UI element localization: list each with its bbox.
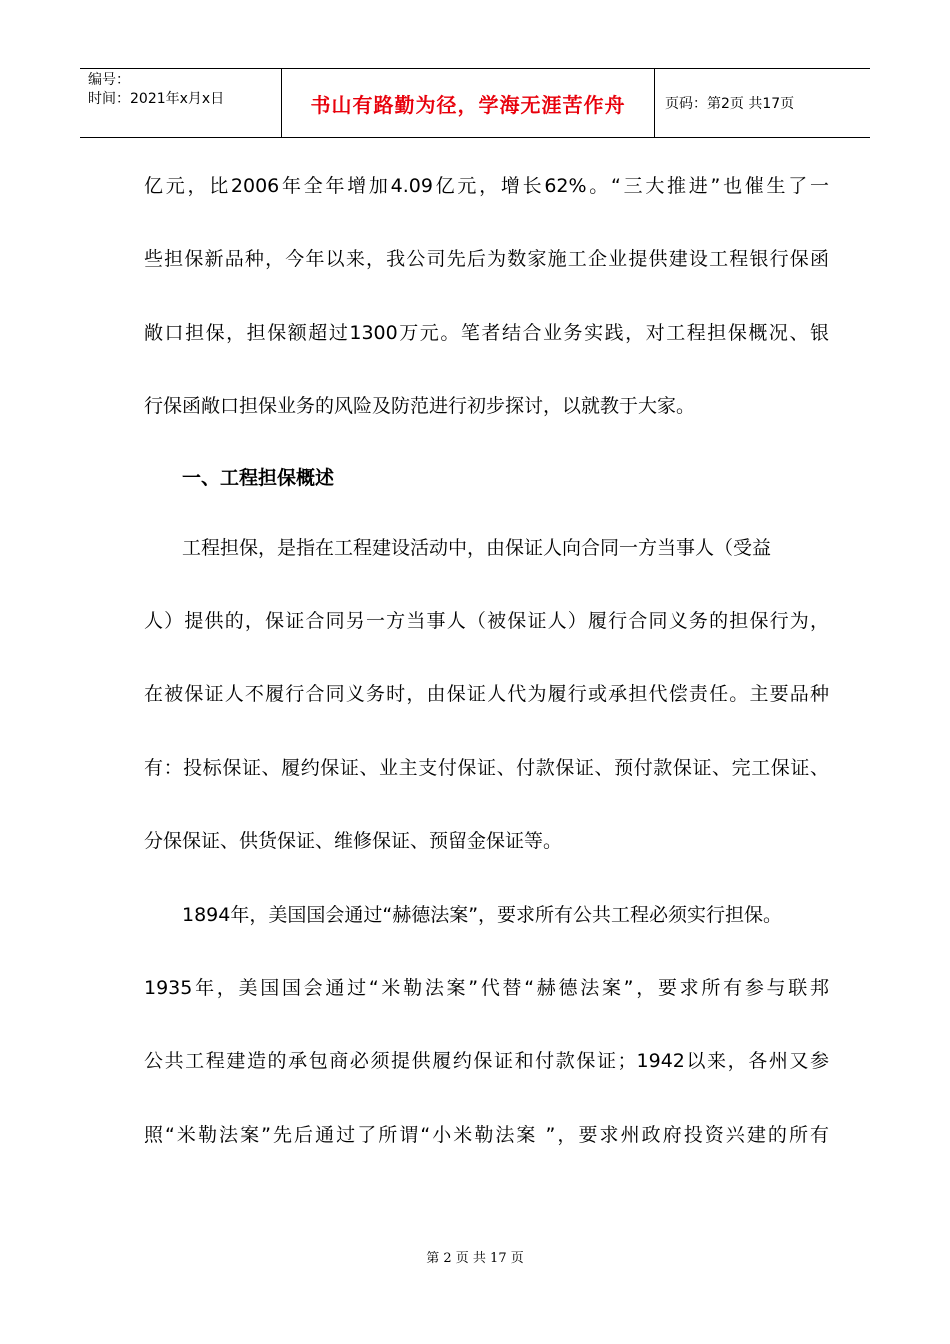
header-page-label: 页码：第2页 共17页: [665, 96, 795, 112]
header-motto: 书山有路勤为径，学海无涯苦作舟: [282, 69, 655, 137]
page-footer: 第 2 页 共 17 页: [426, 1251, 524, 1266]
text-line: 分保保证、供货保证、维修保证、预留金保证等。: [144, 830, 563, 853]
page-header: [80, 68, 870, 138]
text-line: 照“米勒法案”先后通过了所谓“小米勒法案 ”，要求州政府投资兴建的所有: [144, 1123, 829, 1146]
text-line: 有：投标保证、履约保证、业主支付保证、付款保证、预付款保证、完工保证、: [144, 756, 829, 779]
text-line: 行保函敞口担保业务的风险及防范进行初步探讨，以就教于大家。: [144, 395, 696, 418]
text-line: 亿元，比2006年全年增加4.09亿元，增长62%。“三大推进”也催生了一: [144, 175, 829, 197]
section-heading: 一、工程担保概述: [182, 466, 335, 489]
text-line: 在被保证人不履行合同义务时，由保证人代为履行或承担代偿责任。主要品种: [144, 683, 829, 706]
document-body: [144, 150, 829, 1172]
text-line: 些担保新品种，今年以来，我公司先后为数家施工企业提供建设工程银行保函: [144, 248, 829, 271]
text-line: 人）提供的，保证合同另一方当事人（被保证人）履行合同义务的担保行为，: [144, 609, 829, 632]
text-line: 1894年，美国国会通过“赫德法案”，要求所有公共工程必须实行担保。: [182, 903, 783, 926]
text-line: 公共工程建造的承包商必须提供履约保证和付款保证；1942以来，各州又参: [144, 1050, 829, 1073]
header-meta-cell: [80, 69, 282, 137]
time-label: 时间：2021年x月x日: [88, 91, 225, 107]
text-line: 1935年，美国国会通过“米勒法案”代替“赫德法案”，要求所有参与联邦: [144, 976, 829, 999]
text-line: 工程担保，是指在工程建设活动中，由保证人向合同一方当事人（受益: [182, 536, 772, 559]
text-line: 敞口担保，担保额超过1300万元。笔者结合业务实践，对工程担保概况、银: [144, 321, 829, 344]
number-label: 编号：: [88, 72, 130, 88]
